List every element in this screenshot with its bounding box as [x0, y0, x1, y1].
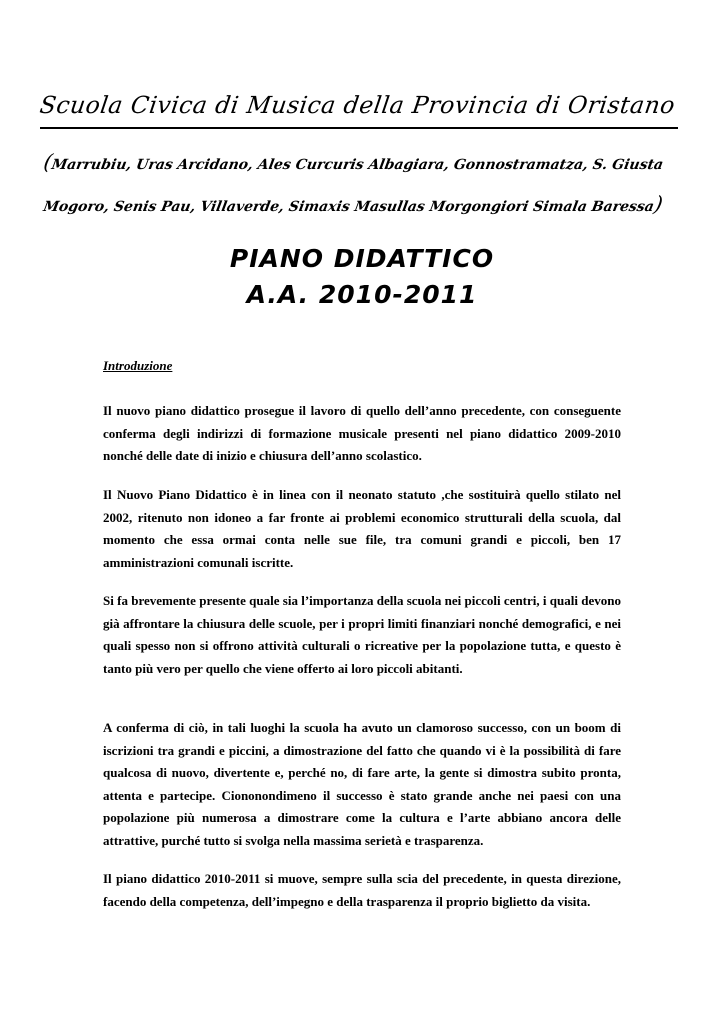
- towns-text-2: Mogoro, Senis Pau, Villaverde, Simaxis Masullas Morgongiori Simala Baressa: [42, 199, 656, 215]
- academic-year: A.A. 2010-2011: [246, 280, 478, 309]
- member-towns-line-2: [42, 192, 682, 216]
- section-heading: Introduzione: [103, 358, 173, 373]
- paragraph: Il nuovo piano didattico prosegue il lavoro di quello dell’anno precedente, con conseguente conferma degli indirizzi di formazione musicale presenti nel piano didattico 2009-2010 nonché delle date di inizio e chiusura dell’anno scolastico.: [103, 403, 621, 463]
- document-title: PIANO DIDATTICO: [229, 244, 495, 273]
- close-paren: ): [652, 192, 665, 216]
- open-paren: (: [41, 150, 55, 174]
- towns-text-1: Marrubiu, Uras Arcidano, Ales Curcuris Albagiara, Gonnostramatza, S. Giusta: [50, 157, 665, 173]
- paragraph: Il piano didattico 2010-2011 si muove, sempre sulla scia del precedente, in questa direzione, facendo della competenza, dell’impegno e della trasparenza il proprio biglietto da visita.: [103, 871, 621, 909]
- paragraph: A conferma di ciò, in tali luoghi la scuola ha avuto un clamoroso successo, con un boom di iscrizioni tra grandi e piccini, a dimostrazione del fatto che quando vi è la possibilità di fare qualcosa di nuovo, divertente e, perché no, di fare arte, la gente si dimostra subito pronta, attenta e partecipe. Ciononondimeno il successo è stato grande anche nei paesi con una popolazione più numerosa a dimostrare come la cultura e l’arte abbiano ancora delle attrattive, purché tutto si svolga nella massima serietà e trasparenza.: [103, 720, 621, 848]
- header-divider: [40, 127, 678, 129]
- paragraph: Il Nuovo Piano Didattico è in linea con il neonato statuto ,che sostituirà quello stilato nel 2002, ritenuto non idoneo a far fronte ai problemi economico strutturali della scuola, dal momento che essa ormai conta nelle sue file, tra comuni grandi e piccoli, ben 17 amministrazioni comunali iscritte.: [103, 487, 621, 570]
- school-name: Scuola Civica di Musica della Provincia di Oristano: [38, 91, 677, 119]
- paragraph: Si fa brevemente presente quale sia l’importanza della scuola nei piccoli centri, i quali devono già affrontare la chiusura delle scuole, per i propri limiti finanziari nonché demografici, e nei quali spesso non si offrono attività culturali o ricreative per la popolazione tutta, e questo è tanto più vero per quello che viene offerto ai loro piccoli abitanti.: [103, 593, 621, 676]
- member-towns-line-1: [42, 150, 682, 174]
